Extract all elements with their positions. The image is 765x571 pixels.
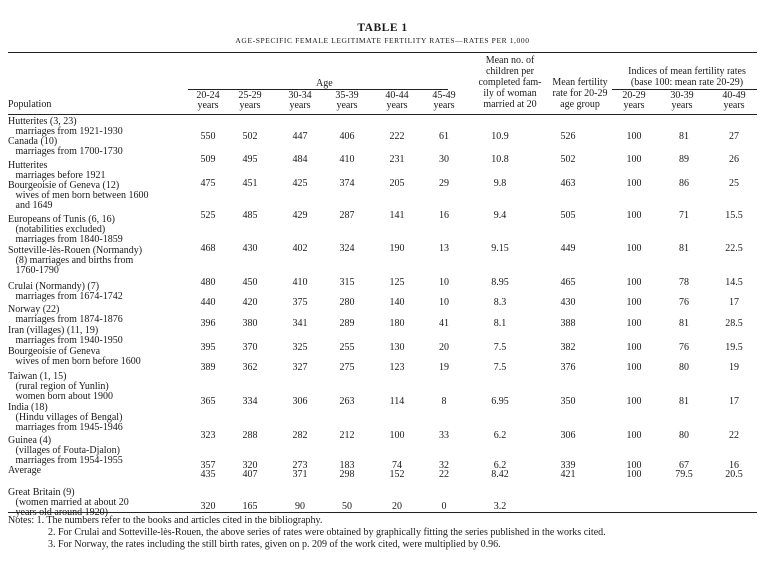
- age-column-header-unit: years: [336, 100, 358, 111]
- table-cell: 10: [439, 277, 449, 288]
- table-cell: 180: [389, 318, 405, 329]
- table-cell: 33: [439, 430, 449, 441]
- table-cell: 525: [200, 210, 216, 221]
- table-cell: 8.95: [491, 277, 509, 288]
- note-1: Notes: 1. The numbers refer to the books and articles cited in the bibliography.: [8, 515, 323, 526]
- table-cell: 17: [729, 396, 739, 407]
- table-cell: 0: [441, 501, 447, 512]
- row-label: Iran (villages) (11, 19): [8, 325, 99, 336]
- table-cell: 410: [339, 154, 355, 165]
- row-label: (Hindu villages of Bengal): [8, 412, 123, 423]
- table-cell: 339: [560, 460, 576, 471]
- table-cell: 9.4: [493, 210, 507, 221]
- row-label: Canada (10): [8, 136, 58, 147]
- index-column-header-unit: years: [723, 100, 745, 111]
- table-cell: 323: [200, 430, 216, 441]
- table-cell: 495: [242, 154, 258, 165]
- table-cell: 165: [242, 501, 258, 512]
- table-subtitle: AGE-SPECIFIC FEMALE LEGITIMATE FERTILITY RATES—RATES PER 1,000: [235, 36, 530, 45]
- table-cell: 6.2: [493, 460, 507, 471]
- table-cell: 468: [200, 243, 216, 254]
- table-cell: 324: [339, 243, 355, 254]
- table-cell: 100: [626, 154, 642, 165]
- table-cell: 8: [441, 396, 447, 407]
- table-cell: 76: [679, 297, 689, 308]
- table-cell: 183: [339, 460, 355, 471]
- age-column-header: 45-49: [432, 90, 456, 101]
- table-cell: 100: [626, 318, 642, 329]
- table-cell: 190: [389, 243, 405, 254]
- table-cell: 10.8: [491, 154, 509, 165]
- table-cell: 389: [200, 362, 216, 373]
- table-cell: 80: [679, 362, 689, 373]
- table-cell: 374: [339, 178, 355, 189]
- table-cell: 71: [679, 210, 689, 221]
- table-cell: 61: [439, 131, 449, 142]
- table-cell: 16: [439, 210, 449, 221]
- row-label: (notabilities excluded): [8, 224, 106, 235]
- table-cell: 450: [242, 277, 258, 288]
- table-cell: 8.42: [491, 469, 509, 480]
- table-cell: 100: [626, 342, 642, 353]
- table-cell: 430: [560, 297, 576, 308]
- population-header: Population: [8, 99, 52, 110]
- note-3: 3. For Norway, the rates including the still birth rates, given on p. 209 of the work cited, were multiplied by 0.96.: [48, 539, 501, 550]
- table-cell: 19: [729, 362, 739, 373]
- table-cell: 505: [560, 210, 576, 221]
- row-label: Great Britain (9): [8, 487, 75, 498]
- table-cell: 306: [560, 430, 576, 441]
- table-cell: 80: [679, 430, 689, 441]
- table-cell: 370: [242, 342, 258, 353]
- table-cell: 19: [439, 362, 449, 373]
- age-column-header: 30-34: [288, 90, 312, 101]
- age-column-header-unit: years: [289, 100, 311, 111]
- table-cell: 152: [389, 469, 405, 480]
- table-cell: 7.5: [493, 342, 507, 353]
- table-cell: 357: [200, 460, 216, 471]
- table-cell: 320: [242, 460, 258, 471]
- table-cell: 100: [626, 460, 642, 471]
- top-rule: [8, 52, 757, 53]
- table-cell: 380: [242, 318, 258, 329]
- table-cell: 407: [242, 469, 258, 480]
- table-cell: 79.5: [675, 469, 693, 480]
- table-cell: 298: [339, 469, 355, 480]
- table-cell: 376: [560, 362, 576, 373]
- table-cell: 114: [389, 396, 405, 407]
- row-label: marriages from 1874-1876: [8, 314, 123, 325]
- row-label: (women married at about 20: [8, 497, 129, 508]
- table-cell: 29: [439, 178, 449, 189]
- index-column-header: 30-39: [670, 90, 694, 101]
- row-label: marriages before 1921: [8, 170, 106, 181]
- row-label: Hutterites: [8, 160, 48, 171]
- table-cell: 100: [626, 178, 642, 189]
- row-label: Sotteville-lès-Rouen (Normandy): [8, 245, 143, 256]
- table-cell: 7.5: [493, 362, 507, 373]
- table-cell: 475: [200, 178, 216, 189]
- table-cell: 100: [626, 297, 642, 308]
- table-cell: 502: [242, 131, 258, 142]
- table-cell: 86: [679, 178, 689, 189]
- table-cell: 306: [292, 396, 308, 407]
- age-column-header: 40-44: [385, 90, 409, 101]
- table-cell: 435: [200, 469, 216, 480]
- row-label: women born about 1900: [8, 391, 113, 402]
- index-column-header-unit: years: [623, 100, 645, 111]
- table-cell: 275: [339, 362, 355, 373]
- table-cell: 382: [560, 342, 576, 353]
- table-cell: 100: [626, 210, 642, 221]
- table-cell: 255: [339, 342, 355, 353]
- table-cell: 19.5: [725, 342, 743, 353]
- table-cell: 22: [729, 430, 739, 441]
- row-label: marriages from 1945-1946: [8, 422, 123, 433]
- table-cell: 429: [292, 210, 308, 221]
- table-cell: 76: [679, 342, 689, 353]
- table-cell: 25: [729, 178, 739, 189]
- table-cell: 212: [339, 430, 355, 441]
- table-cell: 100: [626, 362, 642, 373]
- row-label: Guinea (4): [8, 435, 52, 446]
- table-cell: 350: [560, 396, 576, 407]
- table-cell: 484: [292, 154, 308, 165]
- bottom-rule: [8, 512, 757, 513]
- table-cell: 8.1: [493, 318, 507, 329]
- table-cell: 396: [200, 318, 216, 329]
- row-label: Bourgeoisie of Geneva: [8, 346, 101, 357]
- table-cell: 325: [292, 342, 308, 353]
- mean-children-header: Mean no. of children per completed fam- ily of woman married at 20: [478, 55, 542, 110]
- table-cell: 341: [292, 318, 308, 329]
- index-column-header: 40-49: [722, 90, 746, 101]
- age-column-header: 35-39: [335, 90, 359, 101]
- table-cell: 141: [389, 210, 405, 221]
- table-cell: 20: [392, 501, 402, 512]
- table-cell: 89: [679, 154, 689, 165]
- table-cell: 273: [292, 460, 308, 471]
- table-cell: 67: [679, 460, 689, 471]
- table-cell: 449: [560, 243, 576, 254]
- row-label: Average: [8, 465, 42, 476]
- table-cell: 425: [292, 178, 308, 189]
- table-cell: 13: [439, 243, 449, 254]
- row-label: years old around 1920): [8, 507, 108, 518]
- table-cell: 100: [626, 277, 642, 288]
- age-column-header-unit: years: [386, 100, 408, 111]
- table-cell: 451: [242, 178, 258, 189]
- note-2: 2. For Crulai and Sotteville-lès-Rouen, the above series of rates were obtained by graphically fitting the series published in the works cited.: [48, 527, 606, 538]
- row-label: marriages from 1940-1950: [8, 335, 123, 346]
- table-cell: 130: [389, 342, 405, 353]
- table-cell: 22.5: [725, 243, 743, 254]
- table-cell: 395: [200, 342, 216, 353]
- row-label: (8) marriages and births from: [8, 255, 134, 266]
- age-column-header-unit: years: [239, 100, 261, 111]
- row-label: wives of men born between 1600: [8, 190, 149, 201]
- table-cell: 100: [626, 430, 642, 441]
- index-column-header-unit: years: [671, 100, 693, 111]
- row-label: marriages from 1700-1730: [8, 146, 123, 157]
- table-cell: 125: [389, 277, 405, 288]
- table-cell: 41: [439, 318, 449, 329]
- table-cell: 3.2: [493, 501, 507, 512]
- table-cell: 123: [389, 362, 405, 373]
- table-cell: 327: [292, 362, 308, 373]
- table-cell: 8.3: [493, 297, 507, 308]
- table-cell: 16: [729, 460, 739, 471]
- age-column-header: 25-29: [238, 90, 262, 101]
- table-cell: 30: [439, 154, 449, 165]
- table-cell: 100: [626, 396, 642, 407]
- row-label: (rural region of Yunlin): [8, 381, 109, 392]
- table-cell: 526: [560, 131, 576, 142]
- table-cell: 315: [339, 277, 355, 288]
- table-cell: 289: [339, 318, 355, 329]
- table-cell: 287: [339, 210, 355, 221]
- row-label: marriages from 1921-1930: [8, 126, 123, 137]
- table-cell: 288: [242, 430, 258, 441]
- table-cell: 10.9: [491, 131, 509, 142]
- table-cell: 14.5: [725, 277, 743, 288]
- table-cell: 280: [339, 297, 355, 308]
- table-cell: 27: [729, 131, 739, 142]
- table-cell: 6.95: [491, 396, 509, 407]
- table-cell: 10: [439, 297, 449, 308]
- table-cell: 375: [292, 297, 308, 308]
- table-title: TABLE 1: [357, 22, 408, 34]
- row-label: wives of men born before 1600: [8, 356, 141, 367]
- table-cell: 231: [389, 154, 405, 165]
- table-cell: 388: [560, 318, 576, 329]
- table-cell: 402: [292, 243, 308, 254]
- table-cell: 205: [389, 178, 405, 189]
- table-cell: 421: [560, 469, 576, 480]
- table-cell: 100: [626, 243, 642, 254]
- age-column-header-unit: years: [433, 100, 455, 111]
- table-cell: 222: [389, 131, 405, 142]
- table-cell: 32: [439, 460, 449, 471]
- row-label: marriages from 1840-1859: [8, 234, 123, 245]
- table-cell: 9.15: [491, 243, 509, 254]
- table-cell: 365: [200, 396, 216, 407]
- table-cell: 74: [392, 460, 402, 471]
- index-column-header: 20-29: [622, 90, 646, 101]
- table-cell: 81: [679, 396, 689, 407]
- row-label: (villages of Fouta-Djalon): [8, 445, 120, 456]
- table-cell: 334: [242, 396, 258, 407]
- row-label: Hutterites (3, 23): [8, 116, 77, 127]
- row-label: Crulai (Normandy) (7): [8, 281, 100, 292]
- table-cell: 509: [200, 154, 216, 165]
- row-label: Taiwan (1, 15): [8, 371, 67, 382]
- table-cell: 26: [729, 154, 739, 165]
- header-rule: [8, 114, 757, 115]
- row-label: Bourgeoisie of Geneva (12): [8, 180, 120, 191]
- mean-fertility-header: Mean fertility rate for 20-29 age group: [552, 77, 608, 110]
- table-cell: 502: [560, 154, 576, 165]
- row-label: Europeans of Tunis (6, 16): [8, 214, 115, 225]
- table-cell: 15.5: [725, 210, 743, 221]
- indices-header: Indices of mean fertility rates (base 100: mean rate 20-29): [628, 66, 746, 88]
- table-cell: 6.2: [493, 430, 507, 441]
- table-cell: 465: [560, 277, 576, 288]
- table-cell: 20: [439, 342, 449, 353]
- table-cell: 410: [292, 277, 308, 288]
- table-cell: 480: [200, 277, 216, 288]
- table-cell: 81: [679, 318, 689, 329]
- age-header: Age: [316, 78, 333, 89]
- table-cell: 100: [389, 430, 405, 441]
- row-label: 1760-1790: [8, 265, 59, 276]
- table-cell: 22: [439, 469, 449, 480]
- row-label: and 1649: [8, 200, 53, 211]
- table-cell: 371: [292, 469, 308, 480]
- table-cell: 20.5: [725, 469, 743, 480]
- table-cell: 320: [200, 501, 216, 512]
- table-cell: 90: [295, 501, 305, 512]
- table-cell: 140: [389, 297, 405, 308]
- table-cell: 447: [292, 131, 308, 142]
- table-cell: 81: [679, 131, 689, 142]
- table-cell: 406: [339, 131, 355, 142]
- table-cell: 282: [292, 430, 308, 441]
- table-cell: 420: [242, 297, 258, 308]
- row-label: Norway (22): [8, 304, 60, 315]
- age-column-header: 20-24: [196, 90, 220, 101]
- table-cell: 28.5: [725, 318, 743, 329]
- table-cell: 440: [200, 297, 216, 308]
- table-cell: 362: [242, 362, 258, 373]
- table-cell: 17: [729, 297, 739, 308]
- row-label: marriages from 1674-1742: [8, 291, 123, 302]
- table-cell: 100: [626, 469, 642, 480]
- table-cell: 81: [679, 243, 689, 254]
- table-cell: 263: [339, 396, 355, 407]
- table-cell: 485: [242, 210, 258, 221]
- row-label: marriages from 1954-1955: [8, 455, 123, 466]
- table-cell: 550: [200, 131, 216, 142]
- row-label: India (18): [8, 402, 48, 413]
- table-cell: 430: [242, 243, 258, 254]
- table-cell: 463: [560, 178, 576, 189]
- table-cell: 50: [342, 501, 352, 512]
- age-column-header-unit: years: [197, 100, 219, 111]
- table-cell: 100: [626, 131, 642, 142]
- table-cell: 78: [679, 277, 689, 288]
- table-cell: 9.8: [493, 178, 507, 189]
